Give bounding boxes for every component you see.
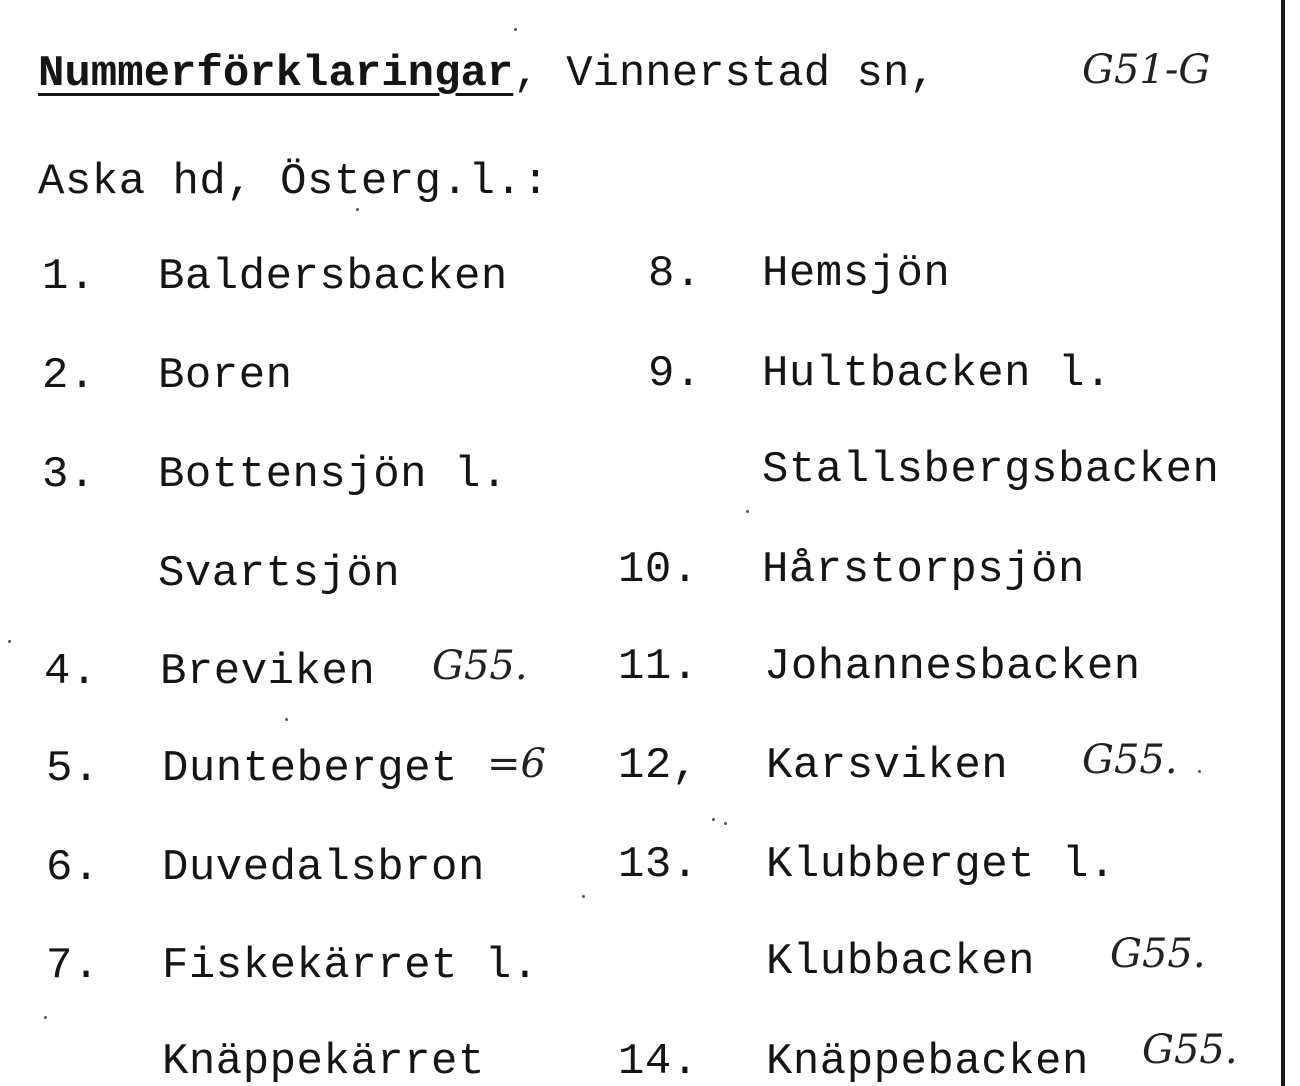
- left-entry-5-note: =6: [487, 741, 546, 787]
- left-entry-1-num: 1.: [42, 252, 96, 302]
- card-title: [38, 49, 936, 99]
- left-entry-1-name: Baldersbacken: [158, 252, 508, 302]
- right-entry-11-num: 11.: [618, 642, 699, 692]
- card-edge-line: [1281, 0, 1285, 1086]
- right-entry-9b-name: Stallsbergsbacken: [762, 445, 1220, 495]
- left-entry-2-num: 2.: [42, 351, 96, 401]
- scan-speck: [712, 818, 715, 821]
- right-entry-13b-name: Klubbacken: [766, 937, 1036, 987]
- right-entry-9-name: Hultbacken l.: [762, 349, 1112, 399]
- scan-speck: [8, 640, 11, 643]
- right-entry-11-name: Johannesbacken: [764, 642, 1141, 692]
- subtitle: Aska hd, Österg.l.:: [38, 157, 550, 207]
- left-entry-5-num: 5.: [46, 744, 100, 794]
- right-entry-14-num: 14.: [618, 1037, 699, 1086]
- left-entry-4-name: Breviken: [160, 647, 376, 697]
- scan-speck: [724, 822, 727, 825]
- scan-speck: [1198, 770, 1201, 773]
- left-entry-3b-name: Svartsjön: [158, 549, 401, 599]
- right-entry-10-name: Hårstorpsjön: [762, 545, 1085, 595]
- title-rest: , Vinnerstad sn,: [513, 49, 936, 99]
- scan-speck: [746, 510, 749, 513]
- left-entry-6-num: 6.: [46, 843, 100, 893]
- right-entry-12-num: 12,: [618, 741, 699, 791]
- title-underlined: Nummerförklaringar: [38, 49, 514, 99]
- scan-speck: [356, 208, 359, 211]
- left-entry-7-num: 7.: [46, 941, 100, 991]
- right-entry-8-num: 8.: [648, 249, 702, 299]
- right-entry-13-num: 13.: [618, 840, 699, 890]
- left-entry-4-num: 4.: [44, 647, 98, 697]
- left-entry-5-name: Dunteberget: [162, 744, 458, 794]
- right-entry-14-note: G55.: [1142, 1027, 1238, 1073]
- scan-speck: [582, 895, 585, 898]
- left-entry-2-name: Boren: [158, 351, 293, 401]
- left-entry-6-name: Duvedalsbron: [162, 843, 485, 893]
- right-entry-14-name: Knäppebacken: [766, 1037, 1089, 1086]
- right-entry-12-note: G55.: [1082, 737, 1178, 783]
- left-entry-7b-name: Knäppekärret: [162, 1037, 485, 1086]
- left-entry-3-name: Bottensjön l.: [158, 450, 508, 500]
- scan-speck: [514, 28, 517, 31]
- left-entry-7-name: Fiskekärret l.: [162, 941, 539, 991]
- left-entry-3-num: 3.: [42, 450, 96, 500]
- right-entry-9-num: 9.: [648, 349, 702, 399]
- right-entry-13b-note: G55.: [1110, 931, 1206, 977]
- right-entry-12-name: Karsviken: [766, 741, 1009, 791]
- right-entry-8-name: Hemsjön: [762, 249, 951, 299]
- title-hand-note: G51-G: [1082, 47, 1211, 93]
- right-entry-10-num: 10.: [618, 545, 699, 595]
- right-entry-13-name: Klubberget l.: [766, 840, 1116, 890]
- scan-speck: [285, 718, 288, 721]
- left-entry-4-note: G55.: [432, 643, 528, 689]
- scan-speck: [44, 1016, 47, 1019]
